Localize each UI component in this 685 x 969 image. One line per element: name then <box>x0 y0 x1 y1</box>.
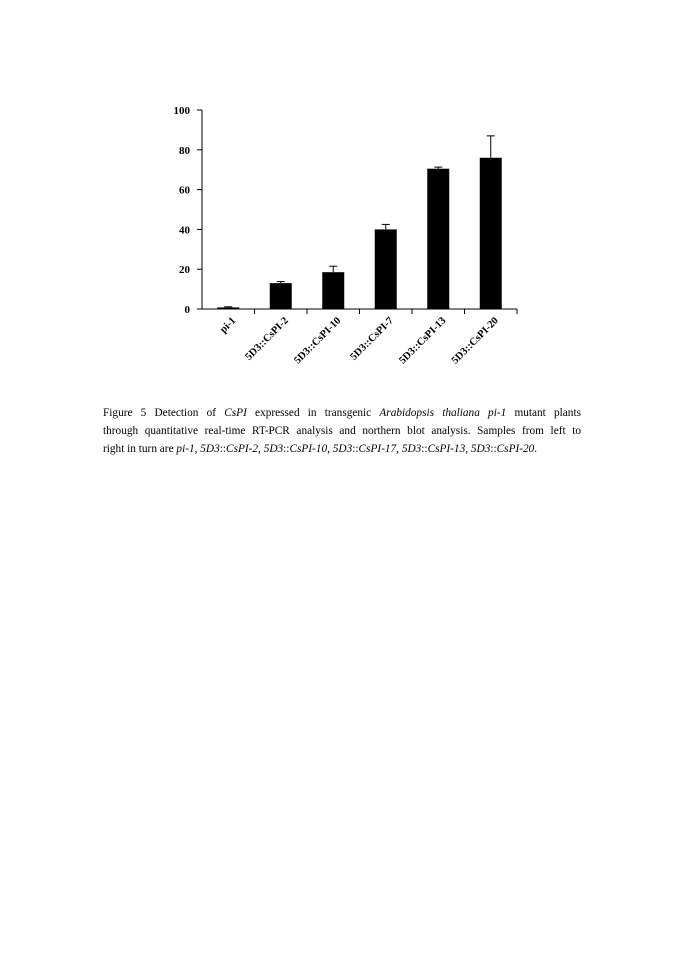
y-tick-label: 60 <box>179 184 190 197</box>
x-tick-label: 5D3::CsPI-7 <box>348 315 396 363</box>
x-tick-label: pi-1 <box>218 315 239 336</box>
y-tick-label: 40 <box>179 224 190 237</box>
caption-italic-text: CsPI-13 <box>427 443 466 456</box>
caption-line-1 <box>103 404 581 422</box>
caption-text: :: <box>219 443 227 456</box>
caption-text: , <box>194 443 201 456</box>
caption-italic-text: pi-1 <box>176 443 195 456</box>
caption-italic-text: CsPI-10 <box>289 443 328 456</box>
caption-italic-text: 5D3 <box>401 443 422 456</box>
x-tick-labels <box>218 315 501 366</box>
caption-text: , <box>258 443 264 456</box>
y-tick-label: 100 <box>173 105 190 117</box>
x-tick-label: 5D3::CsPI-2 <box>243 315 291 363</box>
caption-text: expressed in transgenic <box>246 407 380 419</box>
x-axis <box>202 309 517 314</box>
y-tick-label: 0 <box>184 304 190 316</box>
caption-text: . <box>534 443 538 456</box>
caption-text: right in turn are <box>103 443 177 456</box>
caption-italic-text: 5D3 <box>470 443 491 456</box>
caption-line-2 <box>103 422 581 440</box>
caption-italic-text: 5D3 <box>263 443 284 456</box>
caption-text: :: <box>352 443 359 456</box>
caption-text: mutant plants <box>506 407 581 419</box>
y-tick-label: 80 <box>179 144 190 157</box>
bar <box>217 307 239 309</box>
caption-italic-text: CsPI-20 <box>496 443 535 456</box>
caption-text: Figure 5 Detection of <box>103 407 225 419</box>
caption-text: :: <box>490 443 497 456</box>
caption-italic-text: Arabidopsis thaliana pi-1 <box>379 407 507 419</box>
caption-italic-text: CsPI <box>224 407 247 419</box>
caption-text: :: <box>421 443 428 456</box>
x-tick-label: 5D3::CsPI-13 <box>397 315 449 367</box>
caption-italic-text: 5D3 <box>200 443 220 456</box>
y-axis <box>174 105 203 316</box>
x-tick-label: 5D3::CsPI-10 <box>292 315 344 367</box>
caption-text: :: <box>283 443 290 456</box>
bar <box>427 169 449 309</box>
caption-italic-text: 5D3 <box>332 443 353 456</box>
y-tick-label: 20 <box>179 264 190 277</box>
bars <box>217 158 502 309</box>
x-tick-label: 5D3::CsPI-20 <box>449 315 501 367</box>
bar <box>270 283 292 309</box>
figure-caption <box>103 404 581 459</box>
caption-line-3 <box>103 440 581 458</box>
caption-text: , <box>465 443 471 456</box>
bar <box>480 158 502 309</box>
caption-italic-text: CsPI-2 <box>226 443 259 456</box>
error-bars <box>224 136 495 308</box>
bar-chart <box>0 0 685 400</box>
caption-italic-text: CsPI-17 <box>358 443 397 456</box>
caption-text: , <box>327 443 333 456</box>
bar <box>375 229 397 309</box>
caption-text: through quantitative real-time RT-PCR analysis and northern blot analysis. Samples from left to <box>103 425 581 438</box>
bar <box>322 272 344 309</box>
caption-text: , <box>396 443 402 456</box>
